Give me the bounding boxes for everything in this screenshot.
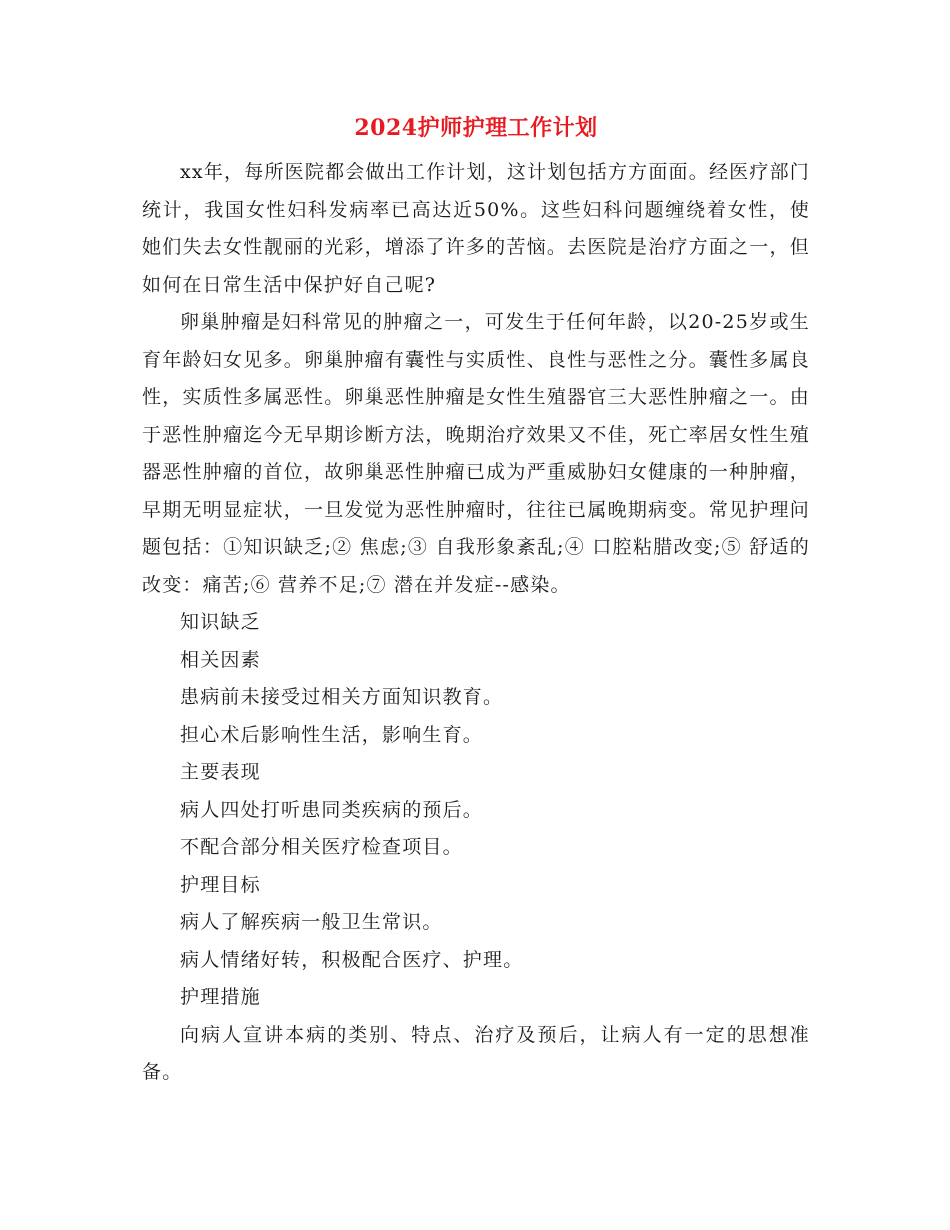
document-page: [142, 112, 810, 1092]
related-factor-item: 担心术后影响性生活，影响生育。: [180, 723, 484, 746]
document-title: 2024护师护理工作计划: [354, 115, 598, 141]
heading-nursing-measures: 护理措施: [180, 986, 261, 1008]
intro-paragraph: xx年，每所医院都会做出工作计划，这计划包括方方面面。经医疗部门统计，我国女性妇科发病率已高达近50%。这些妇科问题缠绕着女性，使她们失去女性靓丽的光彩，增添了许多的苦恼。去医院是治疗方面之一，但如何在日常生活中保护好自己呢?: [142, 161, 810, 296]
heading-knowledge-deficit: 知识缺乏: [180, 611, 261, 633]
manifestation-item: 病人四处打听患同类疾病的预后。: [180, 798, 484, 821]
heading-related-factors: 相关因素: [180, 648, 261, 671]
ovarian-tumor-paragraph: 卵巢肿瘤是妇科常见的肿瘤之一，可发生于任何年龄，以20-25岁或生育年龄妇女见多。卵巢肿瘤有囊性与实质性、良性与恶性之分。囊性多属良性，实质性多属恶性。卵巢恶性肿瘤是女性生殖器官三大恶性肿瘤之一。由于恶性肿瘤迄今无早期诊断方法，晚期治疗效果又不佳，死亡率居女性生殖器恶性肿瘤的首位，故卵巢恶性肿瘤已成为严重威胁妇女健康的一种肿瘤，早期无明显症状，一旦发觉为恶性肿瘤时，往往已属晚期病变。常见护理问题包括：①知识缺乏;② 焦虑;③ 自我形象紊乱;④ 口腔粘腊改变;⑤ 舒适的改变：痛苦;⑥ 营养不足;⑦ 潜在并发症--感染。: [142, 311, 810, 596]
related-factor-item: 患病前未接受过相关方面知识教育。: [180, 686, 504, 708]
manifestation-item: 不配合部分相关医疗检查项目。: [180, 836, 463, 858]
heading-nursing-goals: 护理目标: [180, 873, 261, 896]
goal-item: 病人了解疾病一般卫生常识。: [180, 911, 443, 933]
heading-main-manifestations: 主要表现: [180, 761, 261, 783]
goal-item: 病人情绪好转，积极配合医疗、护理。: [180, 948, 524, 971]
measure-paragraph: 向病人宣讲本病的类别、特点、治疗及预后，让病人有一定的思想准备。: [142, 1023, 810, 1083]
